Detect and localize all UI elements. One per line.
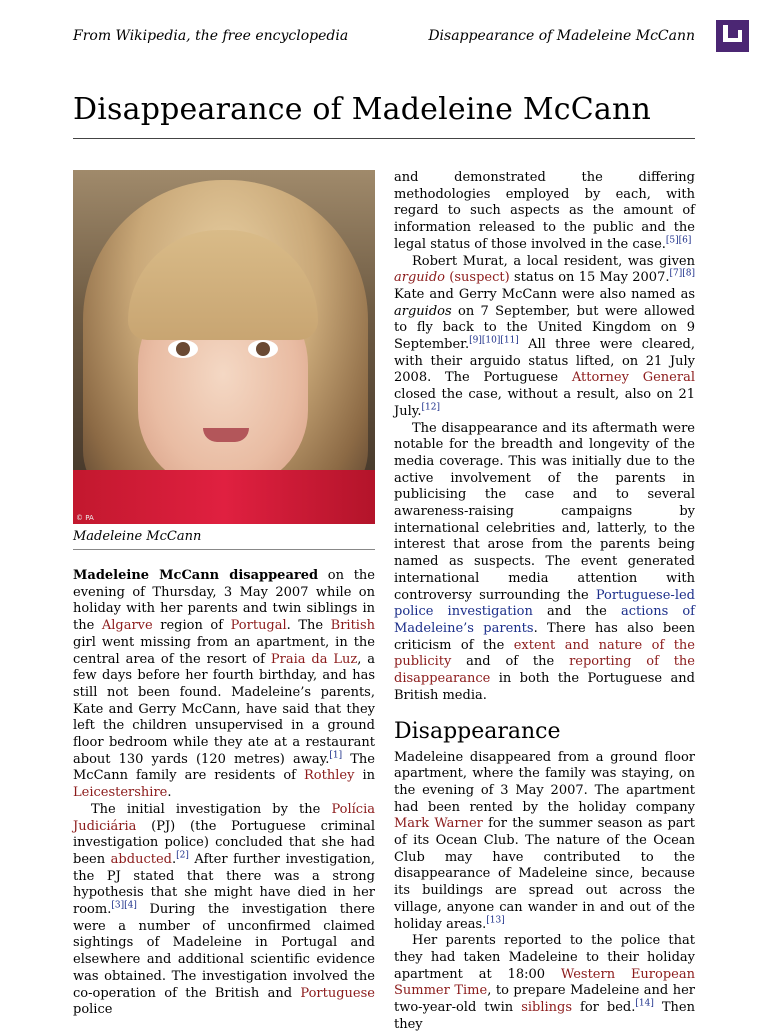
- arguido-paragraph: Robert Murat, a local resident, was given arguido (suspect) status on 15 May 2007.[7][8] Kate and Gerry McCann were also named as arguidos on 7 September, but were allowed to fly back to the United Kingdom on 9 September.[9][10][11] All three were cleared, with their arguido status lifted, on 21 July 2008. The Portuguese Attorney General closed the case, without a result, also on 21 July.[12]: [394, 253, 695, 419]
- link-arguido[interactable]: arguido: [394, 270, 445, 286]
- header-article-title: Disappearance of Madeleine McCann: [428, 28, 695, 44]
- ref-13[interactable]: [13]: [486, 915, 505, 926]
- link-police-investigation[interactable]: Portuguese-led police investigation: [394, 587, 695, 620]
- ref-3-4[interactable]: [3][4]: [111, 900, 137, 911]
- link-parents-actions[interactable]: actions of Madeleine’s parents: [394, 604, 695, 636]
- link-portugal[interactable]: Portugal: [230, 618, 287, 634]
- link-west-european-summer-time[interactable]: Western European Summer Time: [394, 966, 695, 999]
- right-column: [394, 170, 695, 1033]
- link-attorney-general[interactable]: Attorney General: [571, 370, 695, 386]
- link-abducted[interactable]: abducted: [110, 851, 172, 867]
- ref-1[interactable]: [1]: [329, 750, 343, 761]
- continued-paragraph: and demonstrated the differing methodologies employed by each, with regard to such aspects as the amount of information released to the public and the legal status of those involved in the case.[5][6]: [394, 170, 695, 252]
- section-heading-disappearance: Disappearance: [394, 718, 561, 744]
- intro-paragraph: Madeleine McCann disappeared on the evening of Thursday, 3 May 2007 while on holiday with her parents and twin siblings in the Algarve region of Portugal. The British girl went missing from an apartment, in the central area of the resort of Praia da Luz, a few days before her fourth birthday, and has still not been found. Madeleine’s parents, Kate and Gerry McCann, have said that they left the children unsupervised in a ground floor bedroom while they ate at a restaurant about 130 yards (120 metres) away.[1] The McCann family are residents of Rothley in Leicestershire.: [73, 568, 376, 801]
- ref-14[interactable]: [14]: [635, 998, 654, 1009]
- media-paragraph: The disappearance and its aftermath were notable for the breadth and longevity of the media coverage. This was initially due to the active involvement of the parents in publicising the case and to several awareness-raising campaigns by international celebrities and, latterly, to the interest that arose from the parents being named as suspects. The event generated international media attention with controversy surrounding the Portuguese-led police investigation and the actions of Madeleine’s parents. There has also been criticism of the extent and nature of the publicity and of the reporting of the disappearance in both the Portuguese and British media.: [394, 420, 696, 703]
- link-siblings[interactable]: siblings: [521, 1000, 573, 1016]
- wikipedia-book-logo-icon: [716, 20, 749, 52]
- ref-9-10-11[interactable]: [9][10][11]: [469, 335, 519, 346]
- left-column: [73, 170, 375, 1019]
- link-mark-warner[interactable]: Mark Warner: [394, 816, 483, 832]
- portrait-photo: [73, 170, 375, 524]
- link-suspect[interactable]: (suspect): [449, 270, 510, 286]
- header-source: From Wikipedia, the free encyclopedia: [73, 28, 349, 44]
- link-rothley[interactable]: Rothley: [304, 768, 355, 784]
- ref-2[interactable]: [2]: [176, 850, 189, 861]
- link-policia-judiciaria[interactable]: Polícia Judiciária: [73, 801, 375, 834]
- link-leicestershire[interactable]: Leicestershire: [73, 785, 168, 801]
- parents-report-paragraph: Her parents reported to the police that they had taken Madeleine to their holiday apartment at 18:00 Western European Summer Time, to prepare Madeleine and her two-year-old twin siblings for bed.[14] Then they: [394, 933, 695, 1032]
- image-caption: Madeleine McCann: [73, 529, 375, 550]
- title-rule: [73, 138, 695, 139]
- link-portuguese[interactable]: Portuguese: [300, 985, 375, 1001]
- investigation-paragraph: The initial investigation by the Polícia Judiciária (PJ) (the Portuguese criminal investigation police) concluded that she had been abducted.[2] After further investigation, the PJ stated that there was a strong hypothesis that she might have died in her room.[3][4] During the investigation there were a number of unconfirmed claimed sightings of Madeleine in Portugal and elsewhere and additional scientific evidence was obtained. The investigation involved the co-operation of the British and Portuguese police: [73, 801, 376, 1018]
- link-praia-da-luz[interactable]: Praia da Luz: [270, 651, 358, 667]
- ref-12[interactable]: [12]: [421, 402, 440, 413]
- ref-7-8[interactable]: [7][8]: [669, 268, 695, 279]
- disappearance-paragraph: Madeleine disappeared from a ground floor apartment, where the family was staying, on the evening of 3 May 2007. The apartment had been rented by the holiday company Mark Warner for the summer season as part of its Ocean Club. The nature of the Ocean Club may have contributed to the disappearance of Madeleine since, because its buildings are spread out across the village, anyone can wander in and out of the holiday areas.[13]: [394, 749, 695, 932]
- page-title: Disappearance of Madeleine McCann: [73, 92, 652, 127]
- link-algarve[interactable]: Algarve: [101, 618, 153, 634]
- link-extent-of-publicity[interactable]: extent and nature of the publicity: [394, 637, 696, 670]
- ref-5-6[interactable]: [5][6]: [665, 235, 692, 246]
- photo-credit: © PA: [76, 514, 94, 522]
- link-british[interactable]: British: [330, 618, 375, 634]
- link-reporting[interactable]: reporting of the disappearance: [394, 654, 696, 687]
- lead-bold: Madeleine McCann disappeared: [73, 568, 319, 583]
